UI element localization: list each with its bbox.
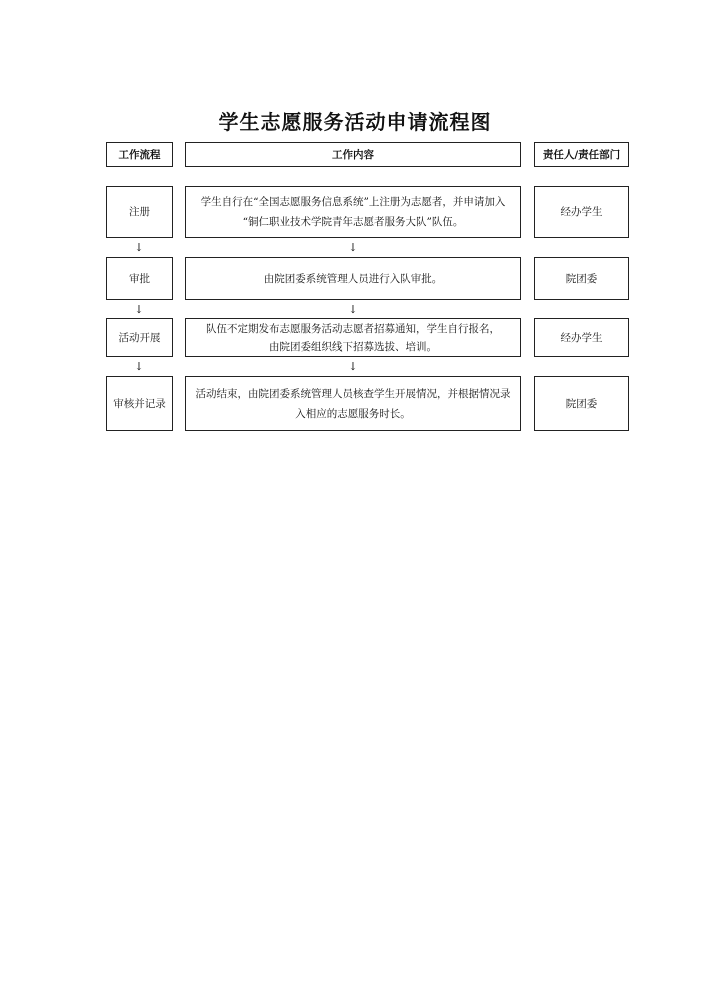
content-line: 学生自行在“全国志愿服务信息系统”上注册为志愿者，并申请加入 [200,196,506,208]
content-line: “铜仁职业技术学院青年志愿者服务大队”队伍。 [242,216,464,228]
header-process-label: 工作流程 [118,148,161,161]
content-line: 活动结束，由院团委系统管理人员核查学生开展情况，并根据情况录 [195,387,511,400]
content-box-review [185,376,521,431]
responsible-label: 院团委 [565,272,598,285]
down-arrow-icon: ↓ [348,241,358,254]
step-box-register [106,186,173,238]
step-label: 活动开展 [118,331,161,344]
content-line: 由院团委系统管理人员进行入队审批。 [263,272,443,285]
responsible-box-review [534,376,629,431]
down-arrow-icon: ↓ [134,360,144,373]
header-process [106,142,173,167]
step-label: 审核并记录 [113,397,166,410]
content-line: 由院团委组织线下招募选拔、培训。 [269,340,437,353]
down-arrow-icon: ↓ [134,303,144,316]
content-box-approve [185,257,521,300]
content-line: 队伍不定期发布志愿服务活动志愿者招募通知，学生自行报名， [206,322,500,335]
responsible-label: 经办学生 [560,206,603,218]
down-arrow-icon: ↓ [348,303,358,316]
header-responsible-label: 责任人/责任部门 [542,148,621,161]
header-content-label: 工作内容 [332,148,374,161]
step-box-review [106,376,173,431]
down-arrow-icon: ↓ [348,360,358,373]
header-content [185,142,521,167]
step-box-approve [106,257,173,300]
responsible-box-approve [534,257,629,300]
down-arrow-icon: ↓ [134,241,144,254]
content-line: 入相应的志愿服务时长。 [295,407,411,420]
page-title: 学生志愿服务活动申请流程图 [218,110,492,134]
content-box-activity [185,318,521,357]
content-box-register [185,186,521,238]
responsible-box-activity [534,318,629,357]
step-box-activity [106,318,173,357]
responsible-box-register [534,186,629,238]
header-responsible [534,142,629,167]
step-label: 注册 [129,206,150,218]
step-label: 审批 [129,272,150,285]
responsible-label: 院团委 [565,397,598,410]
responsible-label: 经办学生 [560,331,603,344]
